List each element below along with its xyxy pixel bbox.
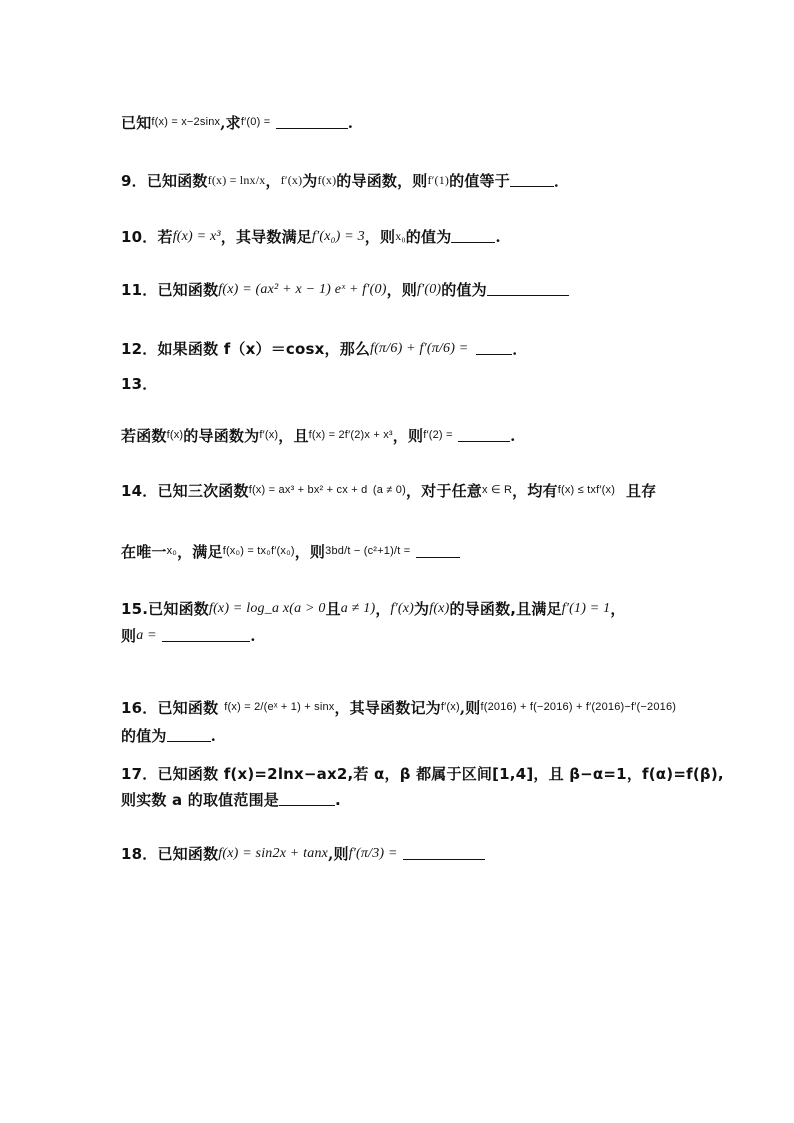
q10-ask2: 的值为 — [405, 228, 452, 246]
question-15 — [121, 598, 626, 619]
answer-blank[interactable] — [510, 185, 554, 187]
q15-derivative: f′(x) — [390, 601, 415, 616]
q9-desc: 的导函数，则 — [336, 172, 428, 190]
q14-inequality: f(x) ≤ txf′(x) — [557, 484, 616, 496]
q10-ask1: ，则 — [364, 228, 396, 246]
q16-mid: ，其导函数记为 — [334, 699, 441, 717]
q14-condition: (a ≠ 0) — [372, 484, 406, 496]
q14-function: f(x) = ax³ + bx² + cx + d — [248, 484, 368, 496]
q12-end: ． — [512, 340, 528, 358]
q13-intro: 若函数 — [121, 427, 167, 445]
question-16 — [121, 697, 676, 718]
q11-number: 11．已知函数 — [121, 281, 219, 299]
q14-x0: x₀ — [166, 545, 178, 557]
answer-blank[interactable] — [162, 640, 250, 642]
q18-ask: ,则 — [328, 845, 349, 863]
q14-mid3: 且存 — [625, 482, 657, 500]
q9-word-is: 为 — [302, 172, 318, 190]
question-12 — [121, 338, 528, 359]
q13-fx: f(x) — [166, 429, 184, 441]
q17-end: . — [334, 791, 341, 809]
q13-derivative: f′(x) — [259, 429, 279, 441]
q9-end: ． — [553, 172, 570, 190]
q10-x0: x₀ — [395, 229, 406, 243]
answer-blank[interactable] — [476, 353, 512, 355]
q18-target: f′(π/3) = — [348, 846, 398, 861]
q16-expression: f(2016) + f(−2016) + f′(2016)−f′(−2016) — [480, 701, 677, 713]
q15-condition: a ≠ 1) — [340, 601, 376, 616]
question-8 — [121, 112, 353, 133]
q8-comma: , — [220, 114, 226, 132]
q12-expression: f(π/6) + f′(π/6) = — [370, 341, 469, 356]
question-10 — [121, 226, 501, 247]
q13-target: f′(2) = — [423, 429, 453, 441]
q16-text: 的值为 — [121, 727, 167, 745]
q15-end2: . — [250, 627, 256, 645]
answer-blank[interactable] — [451, 241, 495, 243]
q11-target: f′(0) — [417, 282, 442, 297]
q10-number: 10．若 — [121, 228, 173, 246]
question-9 — [121, 170, 569, 191]
q13-mid1: 的导函数为 — [183, 427, 260, 445]
q14-ask: ，则 — [294, 543, 326, 561]
q9-number: 9．已知函数 — [121, 172, 208, 190]
q18-function: f(x) = sin2x + tanx — [218, 846, 329, 861]
answer-blank[interactable] — [403, 858, 485, 860]
q14-expression: 3bd/t − (c²+1)/t = — [325, 545, 411, 557]
question-17 — [121, 763, 724, 784]
q15-mid4: 的导函数,且满足 — [449, 600, 562, 618]
answer-blank[interactable] — [167, 740, 211, 742]
answer-blank[interactable] — [487, 294, 569, 296]
q13-number: 13． — [121, 375, 158, 393]
q13-ask: ，则 — [392, 427, 424, 445]
q15-target: f′(1) = 1 — [561, 601, 611, 616]
q9-function: f(x) = lnx/x — [207, 173, 266, 187]
q11-ask1: ，则 — [386, 281, 417, 299]
q14-x-in-r: x ∈ R — [481, 484, 513, 496]
q16-derivative: f′(x) — [440, 701, 460, 713]
q11-ask2: 的值为 — [441, 281, 487, 299]
question-18 — [121, 843, 485, 864]
q11-function: f(x) = (ax² + x − 1) eˣ + f′(0) — [218, 282, 387, 297]
q16-end: . — [210, 727, 217, 745]
q9-fx: f(x) — [317, 173, 337, 187]
q15-a: a = — [136, 628, 157, 643]
q15-mid2: ， — [375, 600, 391, 618]
q10-condition: f′(x₀) = 3 — [311, 229, 365, 244]
q15-mid1: 且 — [325, 600, 341, 618]
question-14-body — [121, 541, 460, 562]
q14-number: 14．已知三次函数 — [121, 482, 249, 500]
q14-mid: ，满足 — [177, 543, 223, 561]
question-13 — [121, 373, 157, 394]
q14-mid2: ，均有 — [512, 482, 558, 500]
question-15-body — [121, 625, 256, 646]
q10-end: . — [495, 228, 501, 246]
q17-text2: 则实数 a 的取值范围是 — [121, 791, 279, 809]
answer-blank[interactable] — [458, 440, 510, 442]
q13-end: . — [510, 427, 516, 445]
question-17-body — [121, 789, 341, 810]
q13-condition: f(x) = 2f′(2)x + x³ — [308, 429, 393, 441]
q10-function: f(x) = x³ — [172, 229, 221, 244]
q15-number: 15.已知函数 — [121, 600, 209, 618]
answer-blank[interactable] — [416, 556, 460, 558]
q9-derivative: f′(x) — [280, 173, 303, 187]
q15-function: f(x) = log_a x(a > 0 — [208, 601, 326, 616]
q15-mid3: 为 — [414, 600, 430, 618]
question-11 — [121, 279, 569, 300]
q18-number: 18．已知函数 — [121, 845, 219, 863]
q14-mid1: ，对于任意 — [405, 482, 482, 500]
question-14 — [121, 480, 656, 501]
q14-condition2: f(x₀) = tx₀f′(x₀) — [222, 545, 295, 557]
q16-ask: ,则 — [459, 699, 481, 717]
q15-end: ， — [610, 600, 626, 618]
question-16-body — [121, 725, 216, 746]
q8-end: . — [347, 114, 354, 132]
q17-text: 17．已知函数 f(x)=2lnx−ax2,若 α，β 都属于区间[1,4]，且 β−α=1，f(α)=f(β), — [121, 765, 724, 783]
answer-blank[interactable] — [276, 127, 348, 129]
q14-intro: 在唯一 — [121, 543, 167, 561]
answer-blank[interactable] — [279, 804, 335, 806]
q8-target: f′(0) = — [240, 116, 271, 128]
q16-number: 16．已知函数 — [121, 699, 219, 717]
q9-sep: ， — [265, 172, 281, 190]
question-13-body — [121, 425, 516, 446]
q15-fx: f(x) — [429, 601, 450, 616]
q9-ask: 的值等于 — [449, 172, 510, 190]
q10-mid: ，其导数满足 — [220, 228, 312, 246]
q9-target: f′(1) — [427, 173, 450, 187]
q8-function: f(x) = x−2sinx — [151, 116, 221, 128]
q15-intro: 则 — [121, 627, 137, 645]
q16-function: f(x) = 2/(eˣ + 1) + sinx — [224, 701, 335, 713]
q13-mid2: ，且 — [278, 427, 309, 445]
q8-intro: 已知 — [121, 114, 152, 132]
q12-number: 12．如果函数 f（x）＝cosx，那么 — [121, 340, 371, 358]
q8-ask: 求 — [225, 114, 241, 132]
